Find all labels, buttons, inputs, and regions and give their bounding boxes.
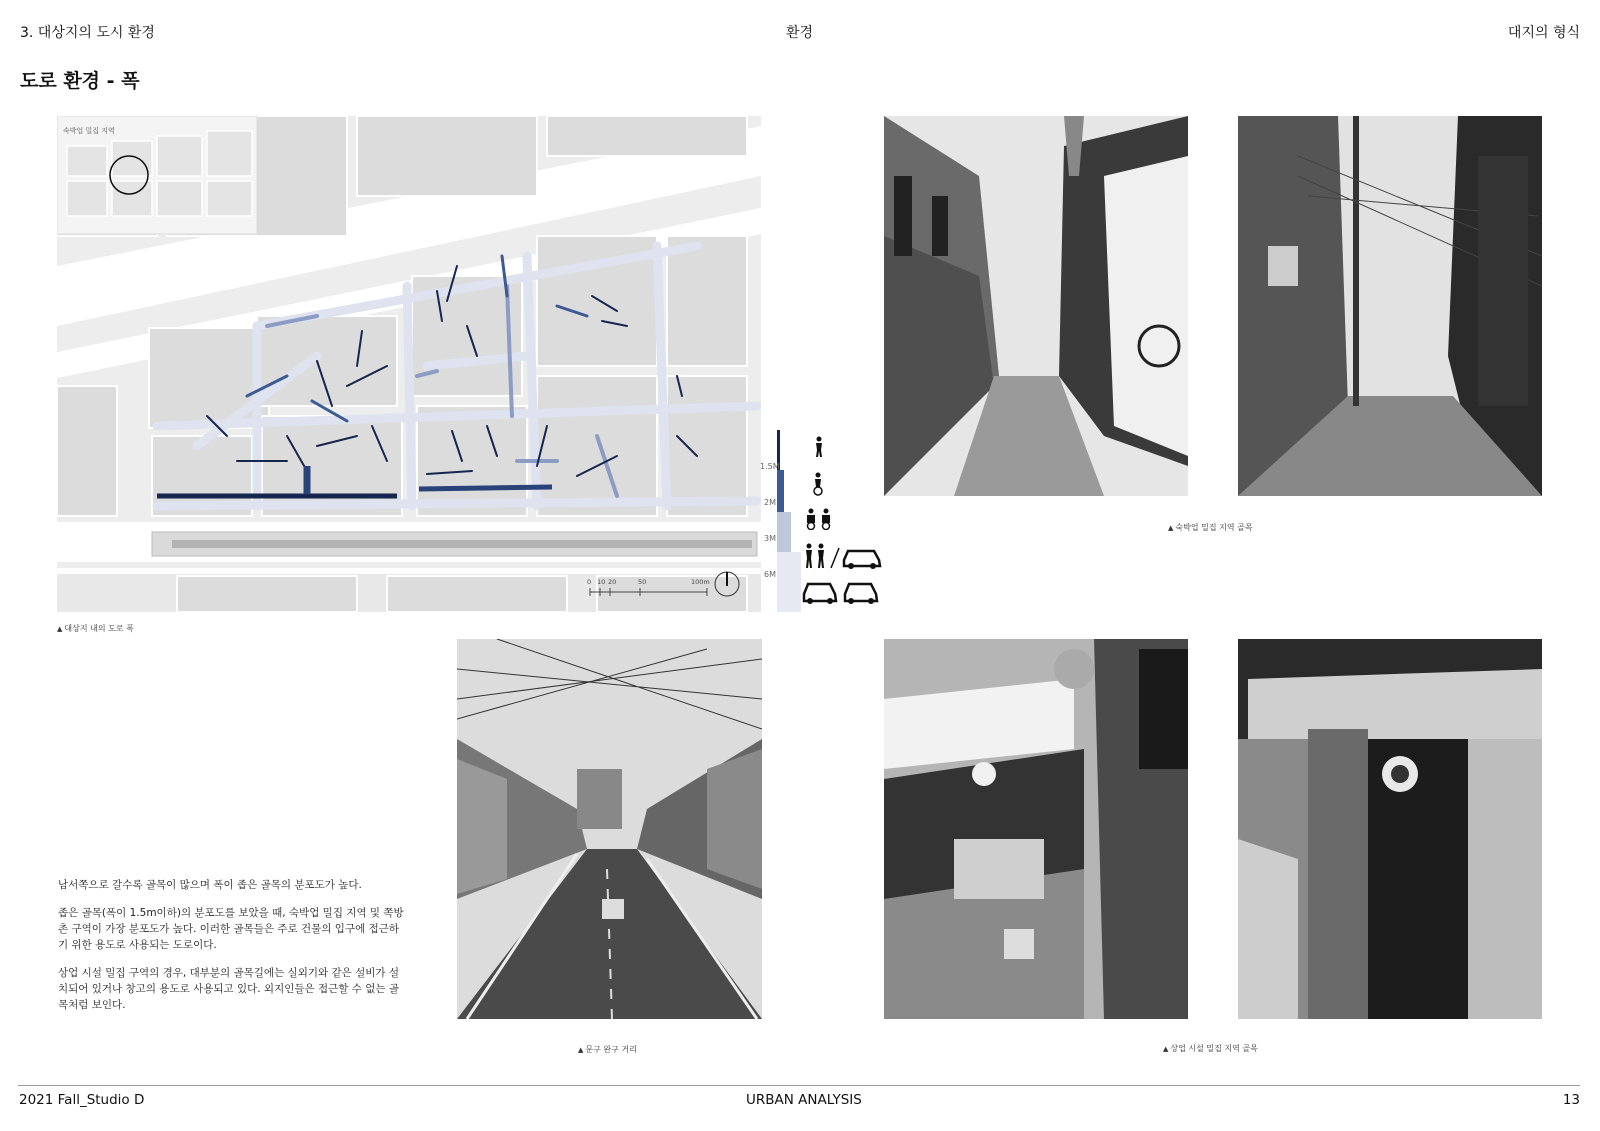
legend-6m: 6M bbox=[764, 570, 776, 579]
paragraph-3: 상업 시설 밀집 구역의 경우, 대부분의 골목길에는 실외기와 같은 설비가 설치되어 있거나 창고의 용도로 사용되고 있다. 외지인들은 접근할 수 없는 골목처럼 보인다. bbox=[58, 967, 400, 1011]
footer-studio: 2021 Fall_Studio D bbox=[19, 1092, 145, 1108]
lodging-alley-caption: ▲ 숙박업 밀집 지역 골목 bbox=[1168, 523, 1253, 532]
section-label: 3. 대상지의 도시 환경 bbox=[20, 25, 155, 41]
legend-3m: 3M bbox=[764, 534, 776, 543]
stationery-street-caption: ▲ 문구 완구 거리 bbox=[578, 1045, 637, 1054]
scale-label-20: 20 bbox=[608, 578, 617, 586]
two-wheelchairs-icon bbox=[804, 508, 834, 530]
scale-label-50: 50 bbox=[638, 578, 647, 586]
page-title: 도로 환경 - 폭 bbox=[20, 70, 140, 92]
triangle-icon: ▲ bbox=[57, 625, 63, 633]
road-width-map bbox=[57, 116, 761, 612]
photo-lodging-alley-2 bbox=[1238, 116, 1542, 496]
map-caption: ▲ 대상지 내의 도로 폭 bbox=[57, 624, 134, 633]
two-pedestrians-and-car-icon bbox=[804, 542, 884, 570]
bicycle-icon bbox=[810, 472, 826, 496]
legend-1-5m: 1.5M bbox=[760, 462, 780, 471]
analysis-text bbox=[58, 877, 408, 1025]
photo-commercial-alley-2 bbox=[1238, 639, 1542, 1019]
footer-section: URBAN ANALYSIS bbox=[746, 1092, 862, 1108]
footer-divider bbox=[18, 1085, 1580, 1086]
triangle-icon: ▲ bbox=[1168, 524, 1174, 532]
scale-label-0: 0 bbox=[587, 578, 592, 586]
scale-label-10: 10 bbox=[597, 578, 606, 586]
legend-2m: 2M bbox=[764, 498, 776, 507]
commercial-alley-caption: ▲ 상업 시설 밀집 지역 골목 bbox=[1163, 1044, 1258, 1053]
photo-lodging-alley-1 bbox=[884, 116, 1188, 496]
page-number: 13 bbox=[1562, 1092, 1580, 1108]
photo-commercial-alley-1 bbox=[884, 639, 1188, 1019]
two-cars-icon bbox=[802, 578, 884, 606]
category-label: 환경 bbox=[786, 25, 814, 41]
width-legend bbox=[760, 430, 885, 612]
scale-label-100m: 100m bbox=[691, 578, 710, 586]
pedestrian-icon bbox=[812, 436, 826, 458]
paragraph-2: 좁은 골목(폭이 1.5m이하)의 분포도를 보았을 때, 숙박업 밀집 지역 및 쪽방촌 구역이 가장 분포도가 높다. 이러한 골목들은 주로 건물의 입구에 접근하기 위한 용도로 사용되는 도로이다. bbox=[58, 907, 404, 951]
topic-label: 대지의 형식 bbox=[1507, 25, 1580, 41]
photo-stationery-street bbox=[457, 639, 762, 1019]
triangle-icon: ▲ bbox=[1163, 1045, 1169, 1053]
triangle-icon: ▲ bbox=[578, 1046, 584, 1054]
paragraph-1: 남서쪽으로 갈수록 골목이 많으며 폭이 좁은 골목의 분포도가 높다. bbox=[58, 879, 362, 891]
inset-label: 숙박업 밀집 지역 bbox=[63, 127, 115, 135]
